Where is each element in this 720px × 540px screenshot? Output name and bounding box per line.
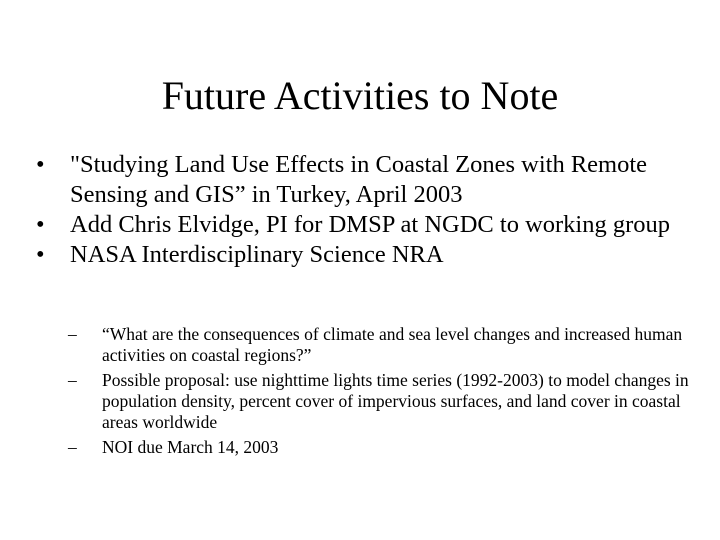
bullet-marker: • — [36, 241, 45, 268]
subbullet-item — [68, 324, 708, 366]
subbullet-text: “What are the consequences of climate and sea level changes and increased human activities on coastal regions?” — [102, 324, 683, 365]
bullet-item — [36, 150, 696, 210]
bullet-marker: • — [36, 151, 45, 178]
bullet-text: Add Chris Elvidge, PI for DMSP at NGDC to working group — [70, 211, 671, 238]
subbullet-item — [68, 437, 708, 458]
bullet-list — [36, 150, 696, 270]
slide-title: Future Activities to Note — [161, 73, 559, 118]
bullet-marker: • — [36, 211, 45, 238]
subbullet-marker: – — [68, 370, 77, 390]
subbullet-item — [68, 370, 708, 433]
subbullet-text: NOI due March 14, 2003 — [102, 437, 279, 457]
bullet-text: NASA Interdisciplinary Science NRA — [70, 241, 444, 268]
bullet-item — [36, 210, 696, 240]
subbullet-marker: – — [68, 324, 77, 344]
bullet-item — [36, 240, 696, 270]
bullet-text: "Studying Land Use Effects in Coastal Zones with Remote Sensing and GIS” in Turkey, April 2003 — [70, 151, 648, 208]
subbullet-text: Possible proposal: use nighttime lights time series (1992-2003) to model changes in population density, percent cover of impervious surfaces, and land cover in coastal areas worldwide — [102, 370, 689, 432]
subbullet-marker: – — [68, 437, 77, 457]
subbullet-list — [36, 324, 708, 462]
